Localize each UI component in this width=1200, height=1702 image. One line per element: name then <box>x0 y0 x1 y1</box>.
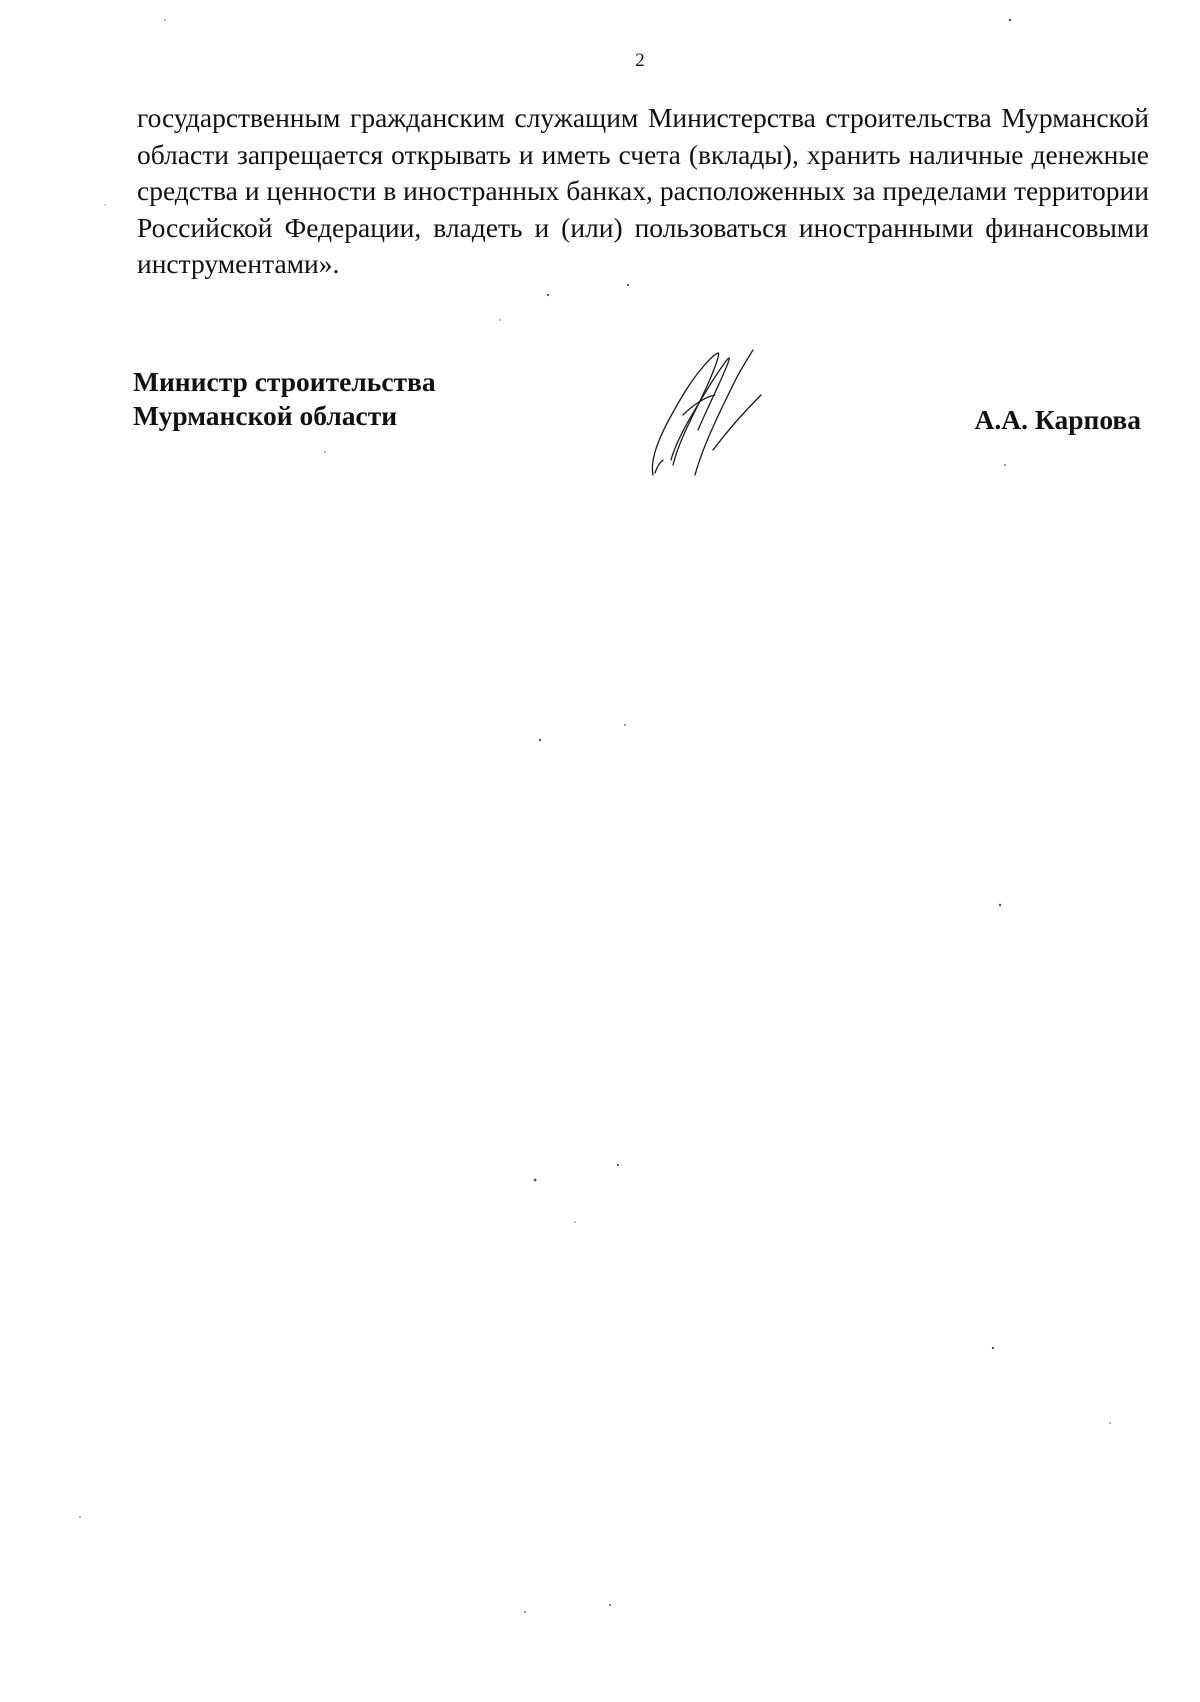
signature-block <box>133 365 1141 485</box>
handwritten-signature <box>643 335 773 485</box>
signer-title <box>133 365 436 433</box>
page-number: 2 <box>635 50 645 71</box>
body-paragraph: государственным гражданским служащим Министерства строительства Мурманской области запрещается открывать и иметь счета (вклады), хранить наличные денежные средства и ценности в иностранных банках, расположенных за пределами территории Российской Федерации, владеть и (или) пользоваться иностранными финансовыми инструментами». <box>137 102 1149 279</box>
signer-title-line-1: Министр строительства <box>133 366 436 397</box>
signer-title-line-2: Мурманской области <box>133 400 398 431</box>
signer-name: А.А. Карпова <box>974 404 1141 435</box>
